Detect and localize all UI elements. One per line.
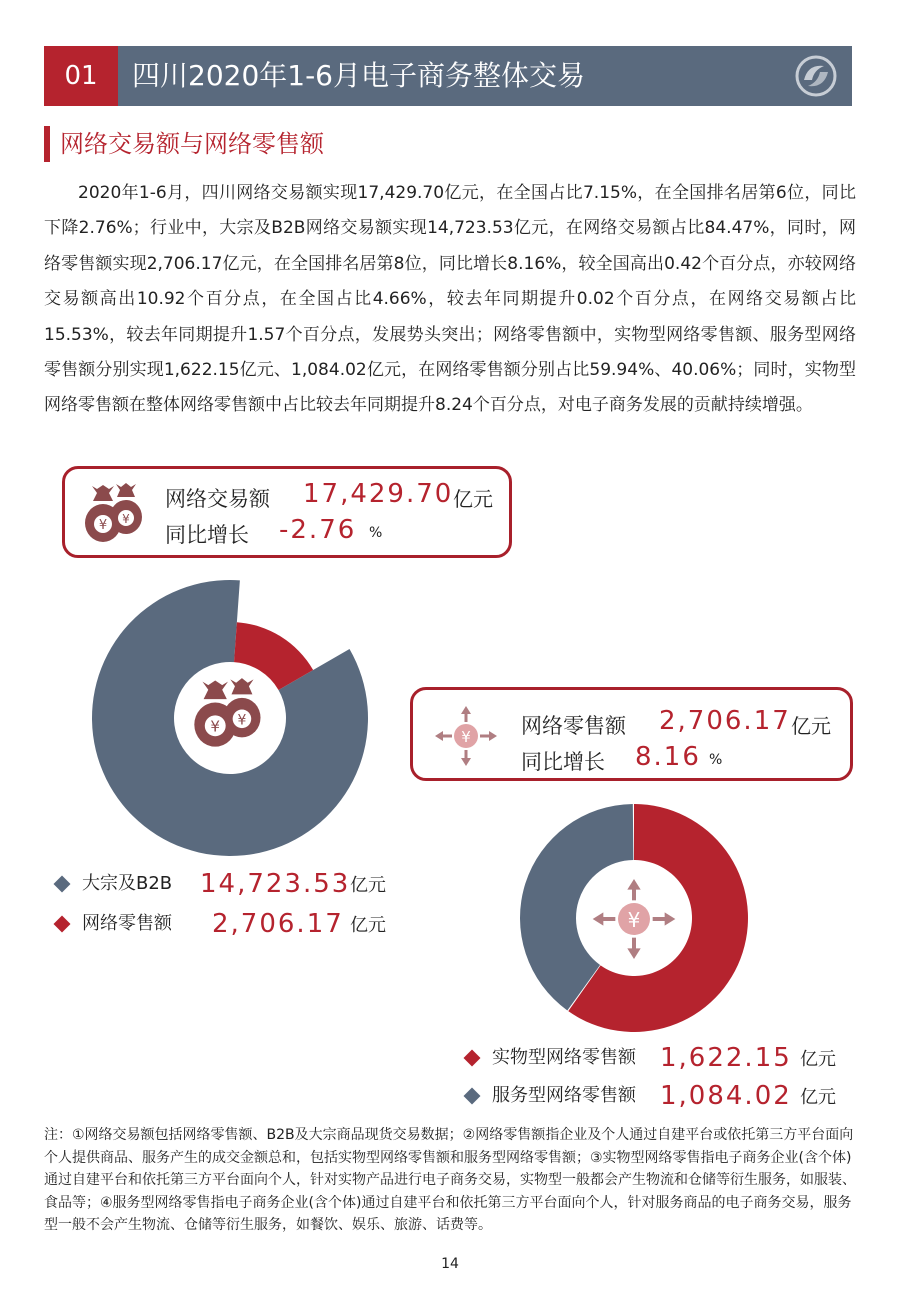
legend-item-online-retail <box>56 910 416 940</box>
legend-label: 大宗及B2B <box>82 873 173 894</box>
expand-yuan-icon <box>590 876 678 962</box>
chapter-title: 四川2020年1-6月电子商务整体交易 <box>132 59 585 92</box>
footnote: 注：①网络交易额包括网络零售额、B2B及大宗商品现货交易数据；②网络零售额指企业及个人通过自建平台或依托第三方平台面向个人提供商品、服务产生的成交金额总和，包括实物型网络零售额和服务型网络零售额；③实物型网络零售指电子商务企业(含个体)通过自建平台和依托第三方平台面向个人，针对实物产品进行电子商务交易，实物型一般都会产生物流和仓储等衍生服务，如服装、食品等；④服务型网络零售指电子商务企业(含个体)通过自建平台和依托第三方平台面向个人，针对服务商品的电子商务交易，服务型一般不会产生物流、仓储等衍生服务，如餐饮、娱乐、旅游、话费等。 <box>44 1127 856 1233</box>
section-title-text: 网络交易额与网络零售额 <box>60 130 324 158</box>
legend-label: 服务型网络零售额 <box>492 1085 636 1106</box>
legend-label: 实物型网络零售额 <box>492 1047 636 1068</box>
retail-growth-value: 8.16 <box>635 742 701 772</box>
legend-item-service-retail <box>466 1082 856 1112</box>
legend-unit: 亿元 <box>350 875 386 896</box>
legend-value: 1,084.02 <box>660 1081 792 1111</box>
svg-text:¥: ¥ <box>627 908 641 932</box>
svg-text:¥: ¥ <box>122 512 130 526</box>
legend-unit: 亿元 <box>800 1087 836 1108</box>
money-bags-icon <box>83 483 145 543</box>
retail-growth-unit: % <box>709 752 723 768</box>
legend-swatch <box>54 876 71 893</box>
svg-text:¥: ¥ <box>461 728 471 746</box>
chapter-number: 01 <box>44 46 118 106</box>
transaction-label: 网络交易额 <box>165 487 270 511</box>
legend-swatch <box>464 1088 481 1105</box>
section-marker <box>44 126 50 162</box>
svg-text:¥: ¥ <box>210 717 221 736</box>
retail-unit: 亿元 <box>791 714 831 738</box>
retail-growth-label: 同比增长 <box>521 750 605 774</box>
transaction-growth-value: -2.76 <box>279 515 357 545</box>
body-paragraph: 2020年1-6月，四川网络交易额实现17,429.70亿元，在全国占比7.15%，在全国排名居第6位，同比下降2.76%；行业中，大宗及B2B网络交易额实现14,723.53亿元，在网络交易额占比84.47%，同时，网络零售额实现2,706.17亿元，在全国排名居第8位，同比增长8.16%，较全国高出0.42个百分点，亦较网络交易额高出10.92个百分点，在全国占比4.66%，较去年同期提升0.02个百分点，在网络交易额占比15.53%，较去年同期提升1.57个百分点，发展势头突出；网络零售额中，实物型网络零售额、服务型网络零售额分别实现1,622.15亿元、1,084.02亿元，在网络零售额分别占比59.94%、40.06%；同时，实物型网络零售额在整体网络零售额中占比较去年同期提升8.24个百分点，对电子商务发展的贡献持续增强。 <box>44 183 856 416</box>
transaction-summary-box <box>62 466 512 558</box>
money-bags-icon <box>192 678 264 748</box>
legend-item-b2b <box>56 870 416 900</box>
chapter-header <box>44 46 852 106</box>
logo-icon <box>794 54 838 98</box>
legend-value: 14,723.53 <box>200 869 351 899</box>
legend-swatch <box>54 916 71 933</box>
svg-text:¥: ¥ <box>98 518 108 533</box>
transaction-unit: 亿元 <box>453 487 493 511</box>
retail-value: 2,706.17 <box>659 706 791 736</box>
legend-unit: 亿元 <box>350 915 386 936</box>
legend-value: 1,622.15 <box>660 1043 792 1073</box>
svg-text:¥: ¥ <box>237 712 247 729</box>
transaction-growth-label: 同比增长 <box>165 523 249 547</box>
legend-value: 2,706.17 <box>212 909 344 939</box>
retail-summary-box <box>410 687 853 781</box>
legend-swatch <box>464 1050 481 1067</box>
retail-label: 网络零售额 <box>521 714 626 738</box>
expand-yuan-icon <box>433 704 499 768</box>
transaction-value: 17,429.70 <box>303 479 454 509</box>
legend-label: 网络零售额 <box>82 913 172 934</box>
transaction-growth-unit: % <box>369 525 383 541</box>
legend-unit: 亿元 <box>800 1049 836 1070</box>
page-number: 14 <box>441 1256 459 1272</box>
legend-item-physical-retail <box>466 1044 856 1074</box>
